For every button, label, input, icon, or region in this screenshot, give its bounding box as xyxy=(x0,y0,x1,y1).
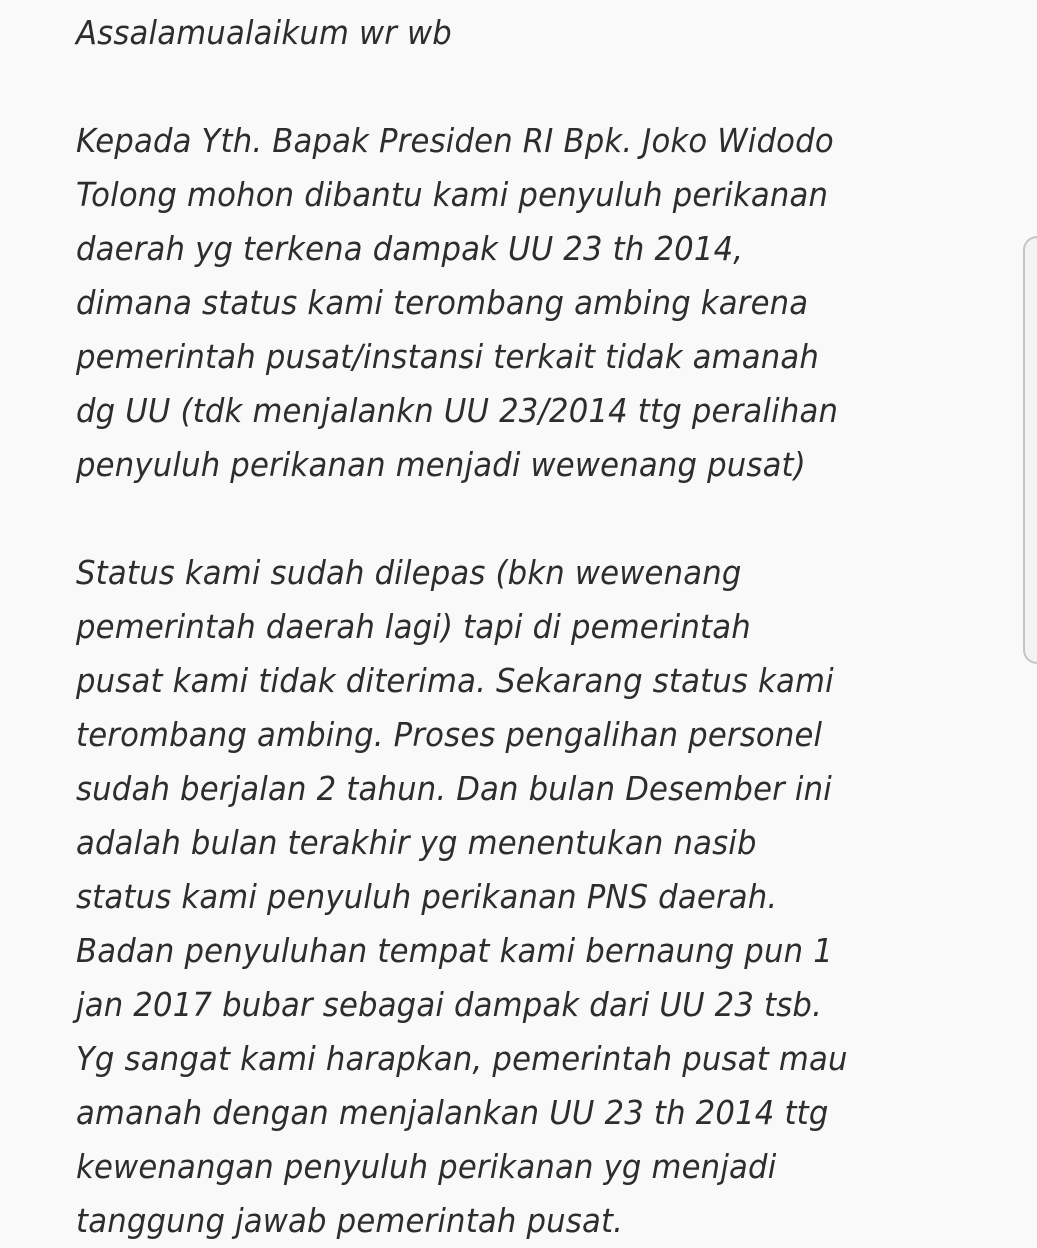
note-line: Status kami sudah dilepas (bkn wewenang xyxy=(76,553,742,592)
paragraph-status xyxy=(76,546,996,1248)
paragraph-gap xyxy=(76,60,996,114)
note-line: kewenangan penyuluh perikanan yg menjadi xyxy=(76,1147,777,1186)
note-body[interactable] xyxy=(76,6,996,1248)
note-line: Yg sangat kami harapkan, pemerintah pusat mau xyxy=(76,1039,848,1078)
note-line: jan 2017 bubar sebagai dampak dari UU 23 tsb. xyxy=(76,985,823,1024)
paragraph-address xyxy=(76,114,996,492)
note-line: Assalamualaikum wr wb xyxy=(76,13,452,52)
note-line: Tolong mohon dibantu kami penyuluh perikanan xyxy=(76,175,829,214)
note-line: amanah dengan menjalankan UU 23 th 2014 ttg xyxy=(76,1093,829,1132)
note-line: dg UU (tdk menjalankn UU 23/2014 ttg peralihan xyxy=(76,391,839,430)
note-line: status kami penyuluh perikanan PNS daerah. xyxy=(76,877,778,916)
note-line: penyuluh perikanan menjadi wewenang pusat) xyxy=(76,445,806,484)
note-line: tanggung jawab pemerintah pusat. xyxy=(76,1201,624,1240)
note-line: dimana status kami terombang ambing karena xyxy=(76,283,809,322)
note-line: terombang ambing. Proses pengalihan personel xyxy=(76,715,823,754)
note-line: adalah bulan terakhir yg menentukan nasib xyxy=(76,823,757,862)
note-line: Kepada Yth. Bapak Presiden RI Bpk. Joko Widodo xyxy=(76,121,834,160)
note-line: pemerintah pusat/instansi terkait tidak amanah xyxy=(76,337,819,376)
note-line: pemerintah daerah lagi) tapi di pemerintah xyxy=(76,607,751,646)
paragraph-gap xyxy=(76,492,996,546)
paragraph-greeting xyxy=(76,6,996,60)
note-line: sudah berjalan 2 tahun. Dan bulan Desember ini xyxy=(76,769,832,808)
scrollbar-handle[interactable] xyxy=(1023,236,1037,664)
note-line: Badan penyuluhan tempat kami bernaung pun 1 xyxy=(76,931,833,970)
note-line: pusat kami tidak diterima. Sekarang status kami xyxy=(76,661,834,700)
note-line: daerah yg terkena dampak UU 23 th 2014, xyxy=(76,229,744,268)
